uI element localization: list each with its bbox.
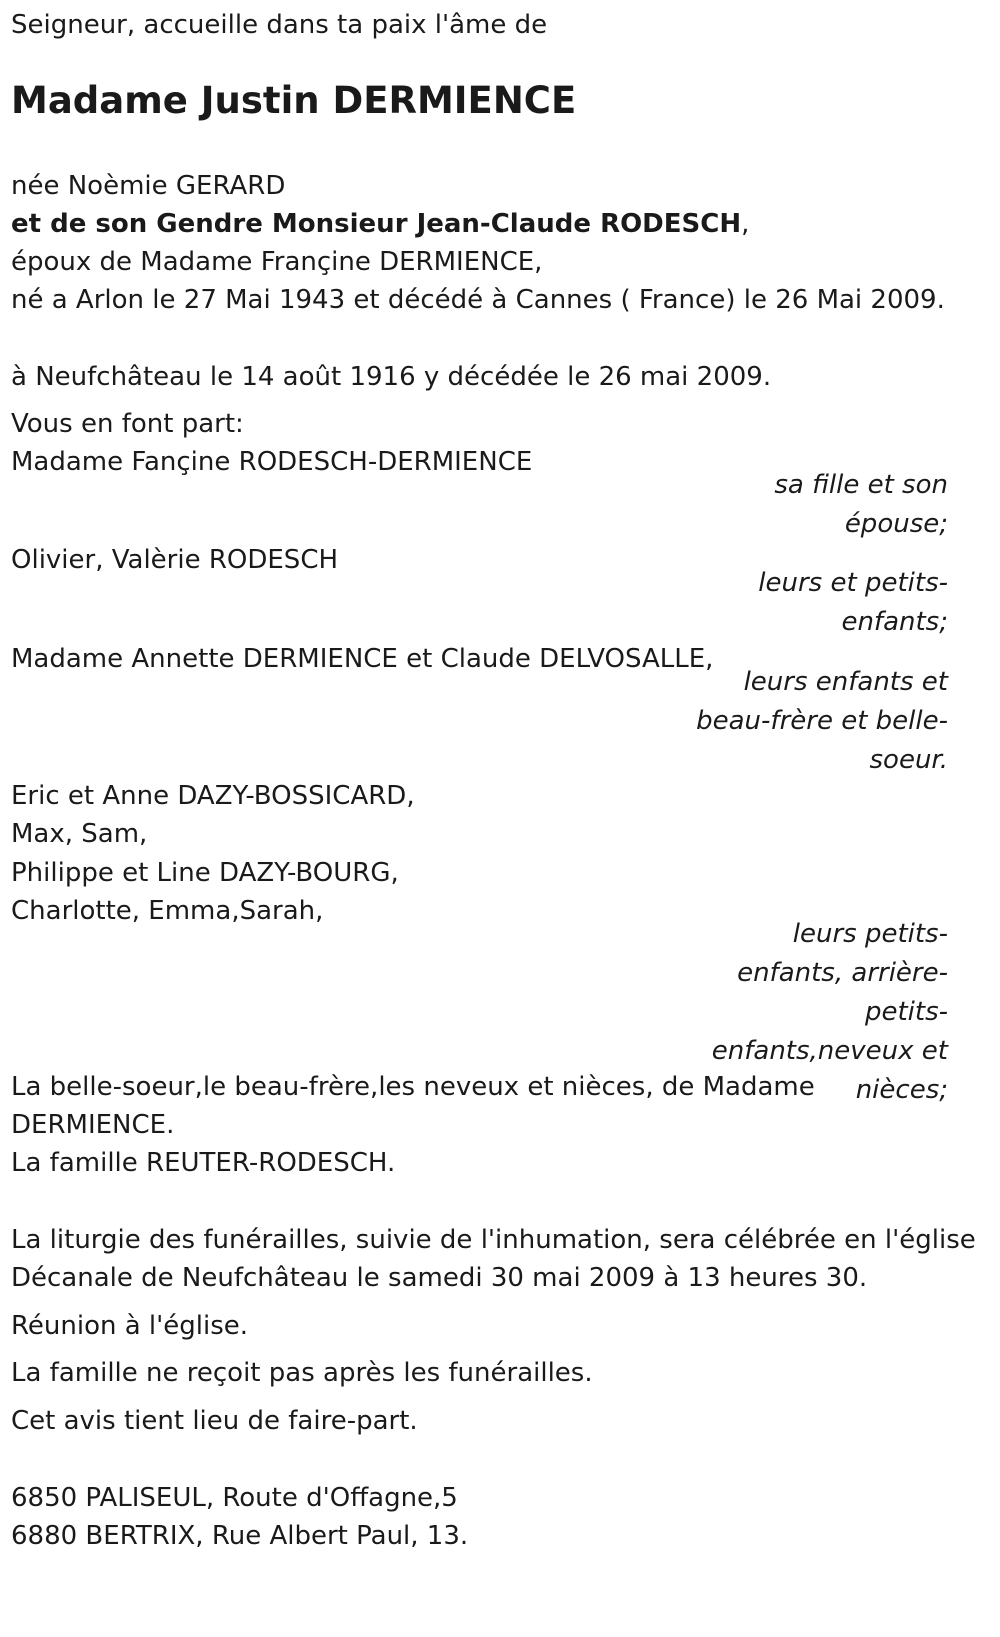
group-name: Eric et Anne DAZY-BOSSICARD, (11, 781, 415, 811)
mourner-role: leurs enfants et beau-frère et belle-soeur. (696, 667, 948, 775)
gendre-dates: né a Arlon le 27 Mai 1943 et décédé à Cannes ( France) le 26 Mai 2009. (11, 285, 945, 315)
address-line: 6850 PALISEUL, Route d'Offagne,5 (11, 1483, 458, 1513)
mourner-name: Olivier, Valèrie RODESCH (11, 545, 339, 575)
maiden-name: née Noèmie GERARD (11, 171, 286, 201)
gendre-name: et de son Gendre Monsieur Jean-Claude RODESCH (11, 209, 742, 239)
family-line: DERMIENCE. (11, 1110, 175, 1140)
notice-line: Cet avis tient lieu de faire-part. (11, 1406, 418, 1436)
intro-line: Seigneur, accueille dans ta paix l'âme de (11, 10, 548, 40)
group-name: Max, Sam, (11, 819, 148, 849)
group-name: Philippe et Line DAZY-BOURG, (11, 858, 399, 888)
group-role: leurs petits-enfants, arrière-petits-enfants,neveux et nièces; (711, 919, 948, 1105)
group-name: Charlotte, Emma,Sarah, (11, 896, 324, 926)
family-line: La famille REUTER-RODESCH. (11, 1148, 396, 1178)
announce-line: Vous en font part: (11, 409, 244, 439)
no-visit-line: La famille ne reçoit pas après les funérailles. (11, 1358, 593, 1388)
address-line: 6880 BERTRIX, Rue Albert Paul, 13. (11, 1521, 469, 1551)
gendre-comma: , (741, 209, 750, 239)
mourner-name: Madame Fançine RODESCH-DERMIENCE (11, 447, 533, 477)
mourner-role: sa fille et son épouse; (774, 470, 948, 539)
liturgy-line: La liturgie des funérailles, suivie de l'inhumation, sera célébrée en l'église (11, 1225, 976, 1255)
birth-death-line: à Neufchâteau le 14 août 1916 y décédée le 26 mai 2009. (11, 362, 772, 392)
gendre-line (11, 205, 749, 243)
mourner-name: Madame Annette DERMIENCE et Claude DELVOSALLE, (11, 644, 714, 674)
meeting-line: Réunion à l'église. (11, 1311, 249, 1341)
liturgy-line: Décanale de Neufchâteau le samedi 30 mai 2009 à 13 heures 30. (11, 1263, 868, 1293)
mourner-role: leurs et petits-enfants; (758, 568, 948, 637)
deceased-name: Madame Justin DERMIENCE (11, 79, 577, 122)
family-line: La belle-soeur,le beau-frère,les neveux et nièces, de Madame (11, 1072, 815, 1102)
gendre-spouse: époux de Madame Françine DERMIENCE, (11, 247, 543, 277)
